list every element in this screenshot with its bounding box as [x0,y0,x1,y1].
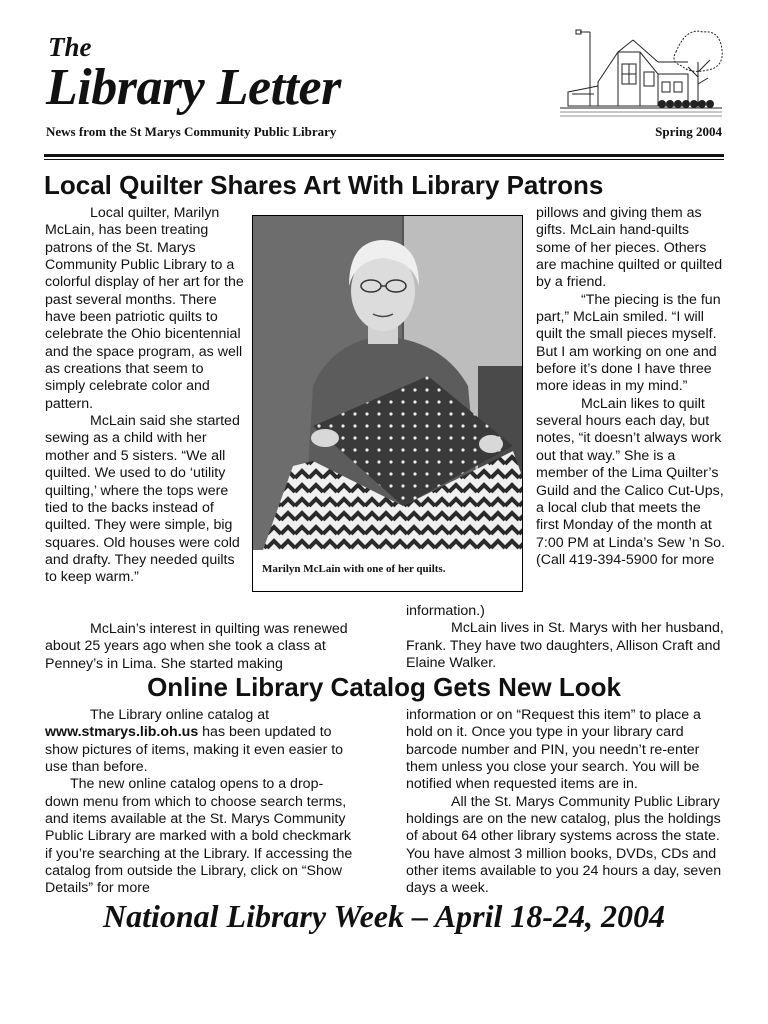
paragraph: “The piecing is the fun part,” McLain smiled. “I will quilt the small pieces myself. But I am working on one and before it’s done I have three more ideas in my mind.” [536,291,721,395]
article-catalog-headline: Online Library Catalog Gets New Look [147,672,621,702]
paragraph-text: has been updated to show pictures of items, making it even easier to use than before. [45,724,344,776]
paragraph: McLain lives in St. Marys with her husband, Frank. They have two daughters, Allison Craft and Elaine Walker. [406,620,724,672]
paragraph: Local quilter, Marilyn McLain, has been treating patrons of the St. Marys Community Public Library to a colorful display of her art for the past several months. There have been patriotic quilts to celebrate the Ohio bicentennial and the space program, as well as creations that seem to simply celebrate color and pattern. [45,205,244,412]
paragraph [45,707,355,776]
library-building-illustration [558,22,724,122]
paragraph: McLain likes to quilt several hours each day, but notes, “it doesn’t always work out that way.” She is a member of the Lima Quilter’s Guild and the Calico Cut-Ups, a local club that meets the first Monday of the month at 7:00 PM at Linda’s Sew ’n So. (Call 419-394-5900 for more [536,395,726,568]
quilter-photo [253,216,522,550]
national-library-week-banner: National Library Week – April 18-24, 2004 [102,898,666,934]
article-catalog-column-2 [406,707,726,898]
paragraph: pillows and giving them as gifts. McLain hand-quilts some of her pieces. Others are machine quilted or quilted by a friend. [536,205,723,291]
paragraph: information.) [406,603,485,619]
masthead-subtitle: News from the St Marys Community Public Library [46,124,337,139]
masthead-rule-thick [44,154,724,157]
article-catalog-column-1 [45,707,355,898]
paragraph: McLain said she started sewing as a child with her mother and 5 sisters. “We all quilted. We used to do ‘utility quilting,’ where the tops were tied to the backs instead of quilted. They were simple, big squares. Old houses were cold and drafty. They needed quilts to keep warm.” [45,413,240,586]
article-quilter-column-2-continued [406,603,726,672]
article-quilter-column-1-continued [45,621,363,673]
photo-caption: Marilyn McLain with one of her quilts. [262,563,446,575]
paragraph: All the St. Marys Community Public Library holdings are on the new catalog, plus the holdings of about 64 other library systems across the state. You have almost 3 million books, DVDs, CDs and other items available to you 24 hours a day, seven days a week. [406,793,722,897]
masthead-rule-thin [44,159,724,160]
issue-date: Spring 2004 [655,124,722,139]
masthead-the: The [48,32,92,62]
article-quilter-headline: Local Quilter Shares Art With Library Patrons [44,170,604,200]
article-quilter-column-1 [45,205,245,587]
paragraph: McLain’s interest in quilting was renewed about 25 years ago when she took a class at Penney’s in Lima. She started making [45,621,348,672]
paragraph: information or on “Request this item” to place a hold on it. Once you type in your library card barcode number and PIN, you needn’t re-enter them unless you close your search. You will be notified when requested items are in. [406,707,701,793]
library-website-link[interactable]: www.stmarys.lib.oh.us [45,724,199,741]
article-quilter-column-2 [536,205,726,569]
masthead-title: Library Letter [46,59,341,116]
paragraph: The new online catalog opens to a drop-down menu from which to choose search terms, and items available at the St. Marys Community Public Library are marked with a bold checkmark if you’re searching at the Library. If accessing the catalog from outside the Library, click on “Show Details” for more [45,776,353,897]
paragraph-text: The Library online catalog at [90,707,270,723]
